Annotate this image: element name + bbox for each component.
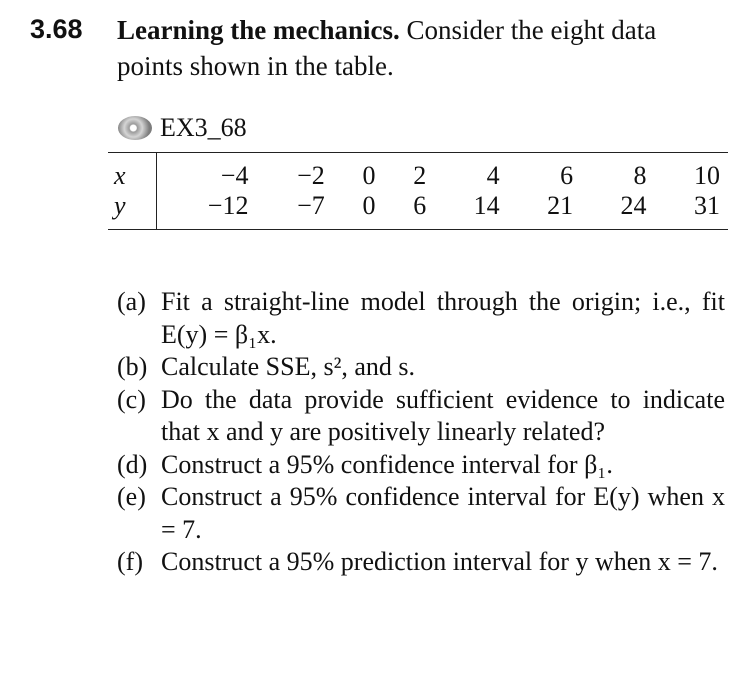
dataset-label — [118, 113, 247, 143]
table-cell: 6 — [413, 191, 427, 220]
question-part — [117, 546, 725, 579]
table-cell: −12 — [207, 191, 249, 220]
part-text: Calculate SSE, s², and s. — [161, 352, 416, 381]
part-text: Do the data provide sufficient evidence to indicate that x and y are positively linearly related? — [161, 384, 725, 446]
part-text: Construct a 95% confidence interval for β₁. — [161, 449, 613, 479]
table-cell: −7 — [297, 191, 325, 220]
question-part — [117, 286, 725, 351]
question-part — [117, 384, 725, 449]
question-part — [117, 351, 725, 384]
table-cell: 0 — [362, 161, 376, 190]
table-cell: −2 — [297, 161, 325, 190]
table-cell: 0 — [362, 191, 376, 220]
table-cell: 31 — [694, 191, 720, 220]
problem-heading — [117, 12, 727, 84]
part-label: (a) — [117, 287, 146, 316]
question-part — [117, 449, 725, 482]
table-cell: 10 — [694, 161, 720, 190]
table-cell: 2 — [413, 161, 427, 190]
part-text: Construct a 95% prediction interval for y when x = 7. — [161, 547, 718, 576]
table-cell: 4 — [486, 161, 500, 190]
question-part — [117, 481, 725, 546]
table-cell: 8 — [633, 161, 647, 190]
part-label: (e) — [117, 482, 146, 511]
part-text: Fit a straight-line model through the origin; i.e., fit E(y) = β₁x. — [161, 287, 725, 349]
cd-icon — [118, 116, 152, 140]
table-cell: −4 — [220, 161, 249, 190]
table-row — [108, 153, 728, 192]
problem-number: 3.68 — [30, 14, 83, 44]
problem-title: Learning the mechanics. — [117, 15, 400, 45]
dataset-name: EX3_68 — [160, 113, 247, 142]
row-variable: x — [108, 153, 157, 192]
table-cell: 14 — [473, 191, 500, 220]
part-label: (c) — [117, 384, 146, 414]
table-cell: 6 — [560, 161, 574, 190]
data-table — [108, 152, 728, 230]
part-label: (b) — [117, 352, 148, 381]
table-row — [108, 191, 728, 230]
part-text: Construct a 95% confidence interval for E(y) when x = 7. — [161, 482, 725, 544]
table-cell: 24 — [620, 191, 647, 220]
problem-intro: Consider the eight data points shown in the table. — [117, 15, 657, 81]
part-label: (f) — [117, 547, 143, 576]
part-label: (d) — [117, 449, 148, 479]
row-variable: y — [108, 191, 157, 230]
table-cell: 21 — [547, 191, 574, 220]
question-parts — [117, 286, 725, 579]
